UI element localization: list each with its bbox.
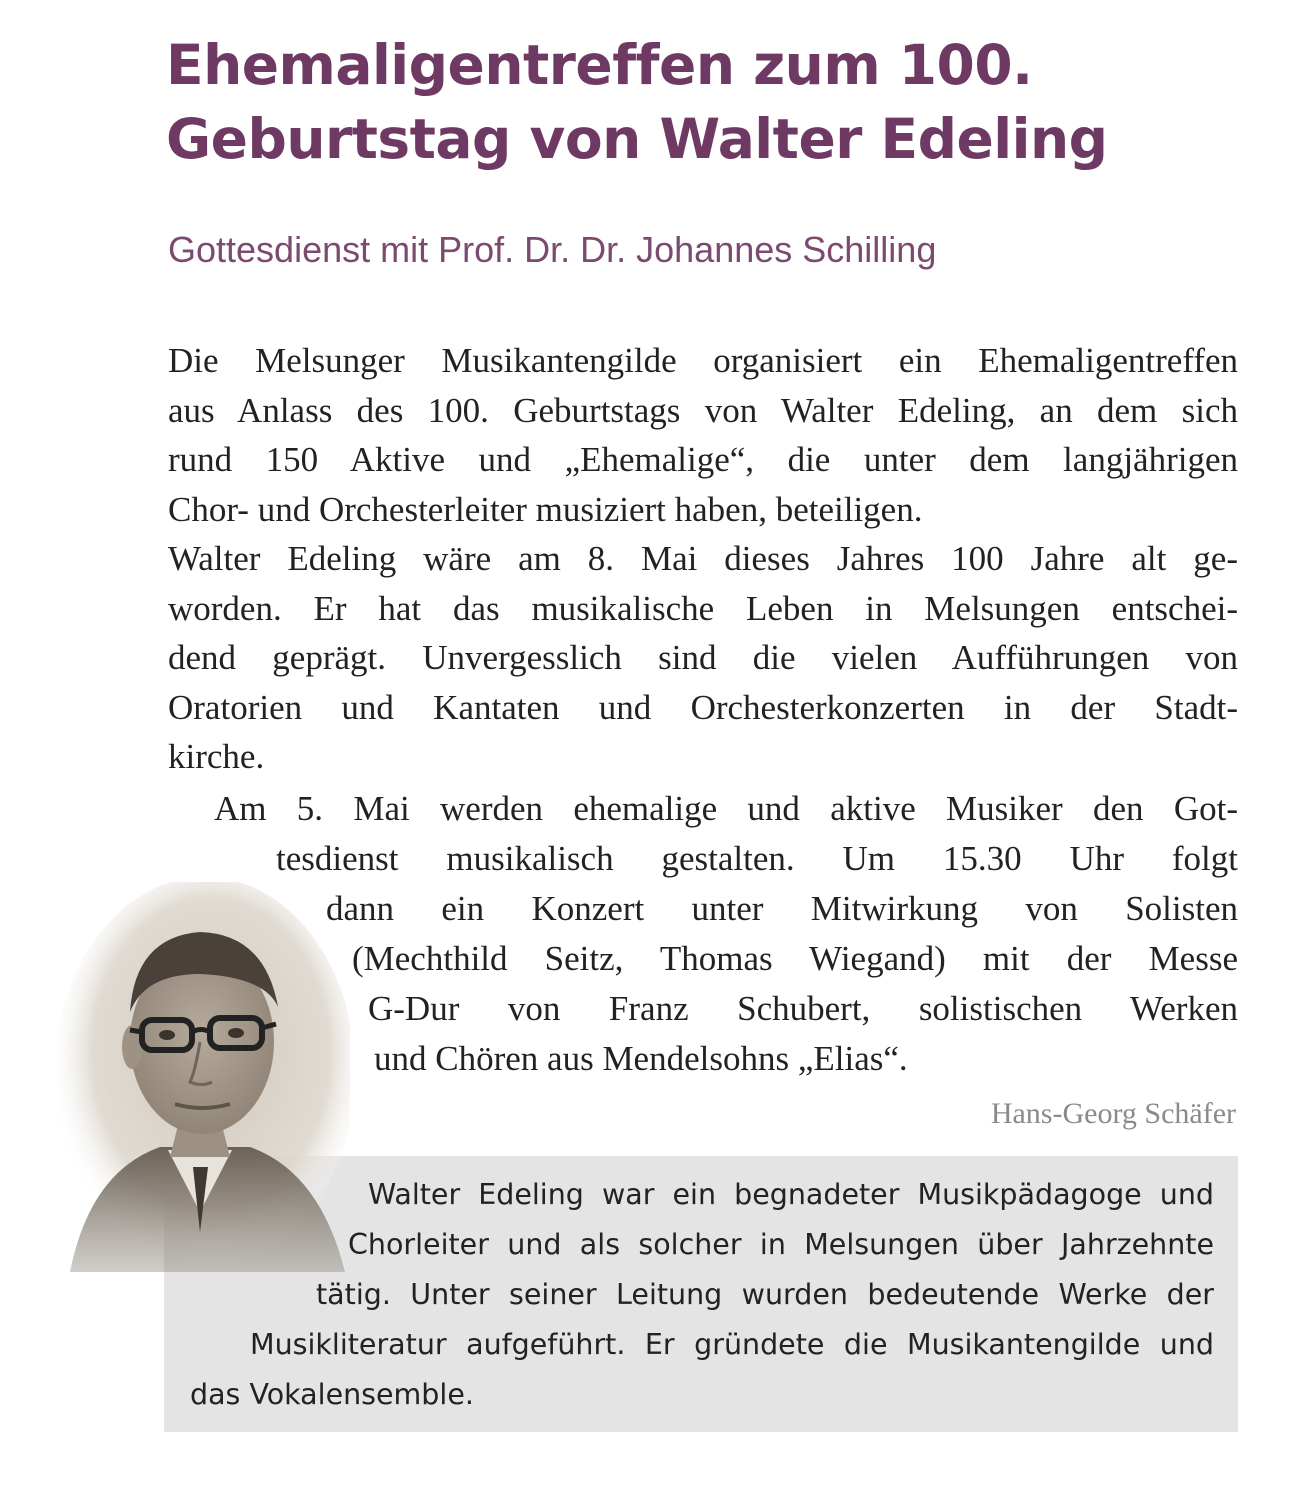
- info-box-line: Walter Edeling war ein begnadeter Musikpädagoge und: [368, 1178, 1214, 1211]
- paragraph-2-line: G-Dur von Franz Schubert, solistischen Werken: [368, 989, 1238, 1028]
- info-box-line: Musikliteratur aufgeführt. Er gründete die Musikantengilde und: [250, 1328, 1214, 1361]
- paragraph-1-line: Walter Edeling wäre am 8. Mai dieses Jahres 100 Jahre alt ge-: [168, 539, 1238, 578]
- paragraph-2-line: tesdienst musikalisch gestalten. Um 15.30 Uhr folgt: [276, 839, 1238, 878]
- paragraph-1-line: Chor- und Orchesterleiter musiziert haben, beteiligen.: [168, 489, 923, 529]
- article-subtitle: Gottesdienst mit Prof. Dr. Dr. Johannes Schilling: [168, 229, 937, 270]
- info-box-line: das Vokalensemble.: [190, 1378, 474, 1411]
- paragraph-1-line: aus Anlass des 100. Geburtstags von Walter Edeling, an dem sich: [168, 390, 1238, 430]
- title-line-1: Ehemaligentreffen zum 100.: [166, 33, 1033, 97]
- paragraph-1-line: Die Melsunger Musikantengilde organisiert ein Ehemaligentreffen: [168, 341, 1238, 380]
- paragraph-1-line: rund 150 Aktive und „Ehemalige“, die unter dem langjährigen: [168, 440, 1238, 479]
- paragraph-1-line: Oratorien und Kantaten und Orchesterkonzerten in der Stadt-: [168, 687, 1238, 727]
- article-title: [166, 28, 1266, 176]
- paragraph-2-line: Am 5. Mai werden ehemalige und aktive Musiker den Got-: [214, 789, 1238, 828]
- paragraph-1-line: dend geprägt. Unvergesslich sind die vielen Aufführungen von: [168, 638, 1238, 677]
- paragraph-1: [168, 336, 1238, 782]
- paragraph-2-line: und Chören aus Mendelsohns „Elias“.: [374, 1039, 908, 1078]
- paragraph-2-line: dann ein Konzert unter Mitwirkung von Solisten: [326, 889, 1238, 928]
- paragraph-2-line: (Mechthild Seitz, Thomas Wiegand) mit der Messe: [352, 939, 1238, 978]
- author-signature: Hans-Georg Schäfer: [990, 1097, 1236, 1130]
- portrait-photo-icon: [50, 882, 350, 1272]
- info-box-line: tätig. Unter seiner Leitung wurden bedeutende Werke der: [316, 1278, 1214, 1311]
- title-line-2: Geburtstag von Walter Edeling: [166, 107, 1108, 171]
- paragraph-1-line: worden. Er hat das musikalische Leben in Melsungen entschei-: [168, 588, 1238, 628]
- paragraph-1-line: kirche.: [168, 737, 265, 776]
- info-box-line: Chorleiter und als solcher in Melsungen über Jahrzehnte: [348, 1228, 1214, 1261]
